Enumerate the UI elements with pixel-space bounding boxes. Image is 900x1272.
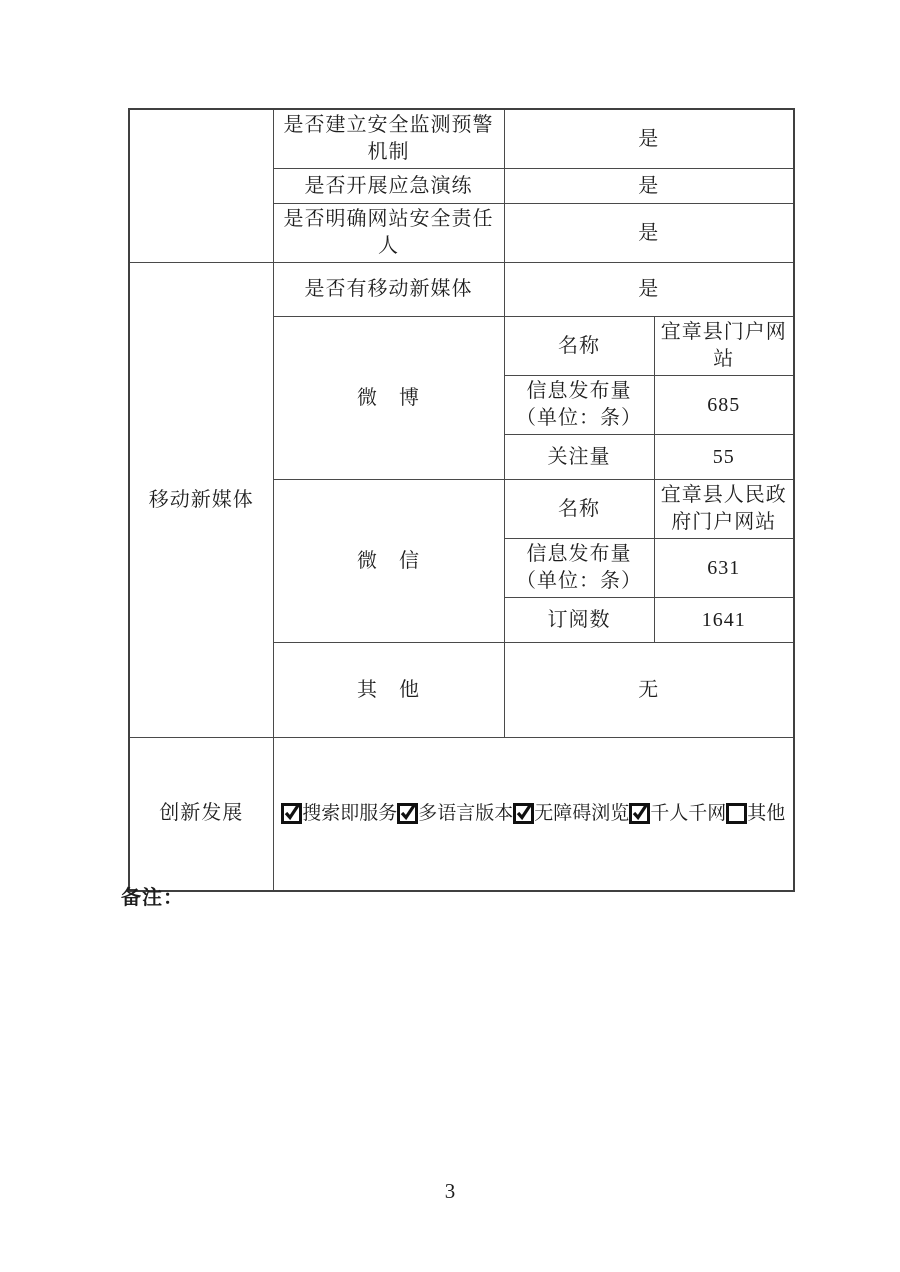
label-line: 是否建立安全监测预警 [283, 114, 494, 136]
wechat-subscribers-value: 1641 [654, 598, 794, 643]
label-line: （单位：条） [516, 570, 642, 592]
checkbox-icon[interactable] [629, 803, 650, 824]
option-label: 千人千网 [650, 803, 727, 825]
checkbox-icon[interactable] [726, 803, 747, 824]
label-line: 机制 [367, 141, 410, 163]
checkbox-icon[interactable] [281, 803, 302, 824]
section-cell-empty [129, 109, 273, 263]
other-media-value: 无 [504, 643, 794, 738]
innovation-option-other [726, 803, 785, 824]
label-line: （单位：条） [516, 407, 642, 429]
option-label: 多语言版本 [418, 803, 514, 825]
weibo-posts-label [504, 376, 654, 435]
option-label: 无障碍浏览 [534, 803, 630, 825]
remarks-label: 备注： [121, 887, 184, 909]
other-media-label: 其 他 [273, 643, 504, 738]
innovation-options-cell [273, 738, 794, 891]
weibo-posts-value: 685 [654, 376, 794, 435]
checkbox-icon[interactable] [397, 803, 418, 824]
emergency-drill-value: 是 [504, 169, 794, 204]
weibo-group-label: 微 博 [273, 317, 504, 480]
wechat-name-value: 宜章县人民政府门户网站 [654, 480, 794, 539]
innovation-options [278, 803, 790, 824]
innovation-option-accessibility [513, 803, 629, 824]
wechat-subscribers-label: 订阅数 [504, 598, 654, 643]
weibo-followers-label: 关注量 [504, 435, 654, 480]
option-label: 其他 [747, 803, 786, 825]
wechat-posts-value: 631 [654, 539, 794, 598]
wechat-group-label: 微 信 [273, 480, 504, 643]
innovation-option-search [281, 803, 397, 824]
has-mobile-media-value: 是 [504, 263, 794, 317]
weibo-name-label: 名称 [504, 317, 654, 376]
innovation-option-multilang [397, 803, 513, 824]
security-officer-value: 是 [504, 204, 794, 263]
security-monitor-value: 是 [504, 109, 794, 169]
has-mobile-media-label: 是否有移动新媒体 [273, 263, 504, 317]
annual-report-table [128, 108, 795, 892]
checkbox-icon[interactable] [513, 803, 534, 824]
page-number: 3 [444, 1179, 456, 1203]
security-officer-label: 是否明确网站安全责任人 [273, 204, 504, 263]
innovation-option-personalized [629, 803, 726, 824]
emergency-drill-label: 是否开展应急演练 [273, 169, 504, 204]
wechat-name-label: 名称 [504, 480, 654, 539]
wechat-posts-label [504, 539, 654, 598]
label-line: 信息发布量 [526, 543, 632, 565]
weibo-followers-value: 55 [654, 435, 794, 480]
security-monitor-label [273, 109, 504, 169]
section-cell-innovation: 创新发展 [129, 738, 273, 891]
label-line: 信息发布量 [526, 380, 632, 402]
weibo-name-value: 宜章县门户网站 [654, 317, 794, 376]
section-cell-mobile-media: 移动新媒体 [129, 263, 273, 738]
option-label: 搜索即服务 [302, 803, 398, 825]
